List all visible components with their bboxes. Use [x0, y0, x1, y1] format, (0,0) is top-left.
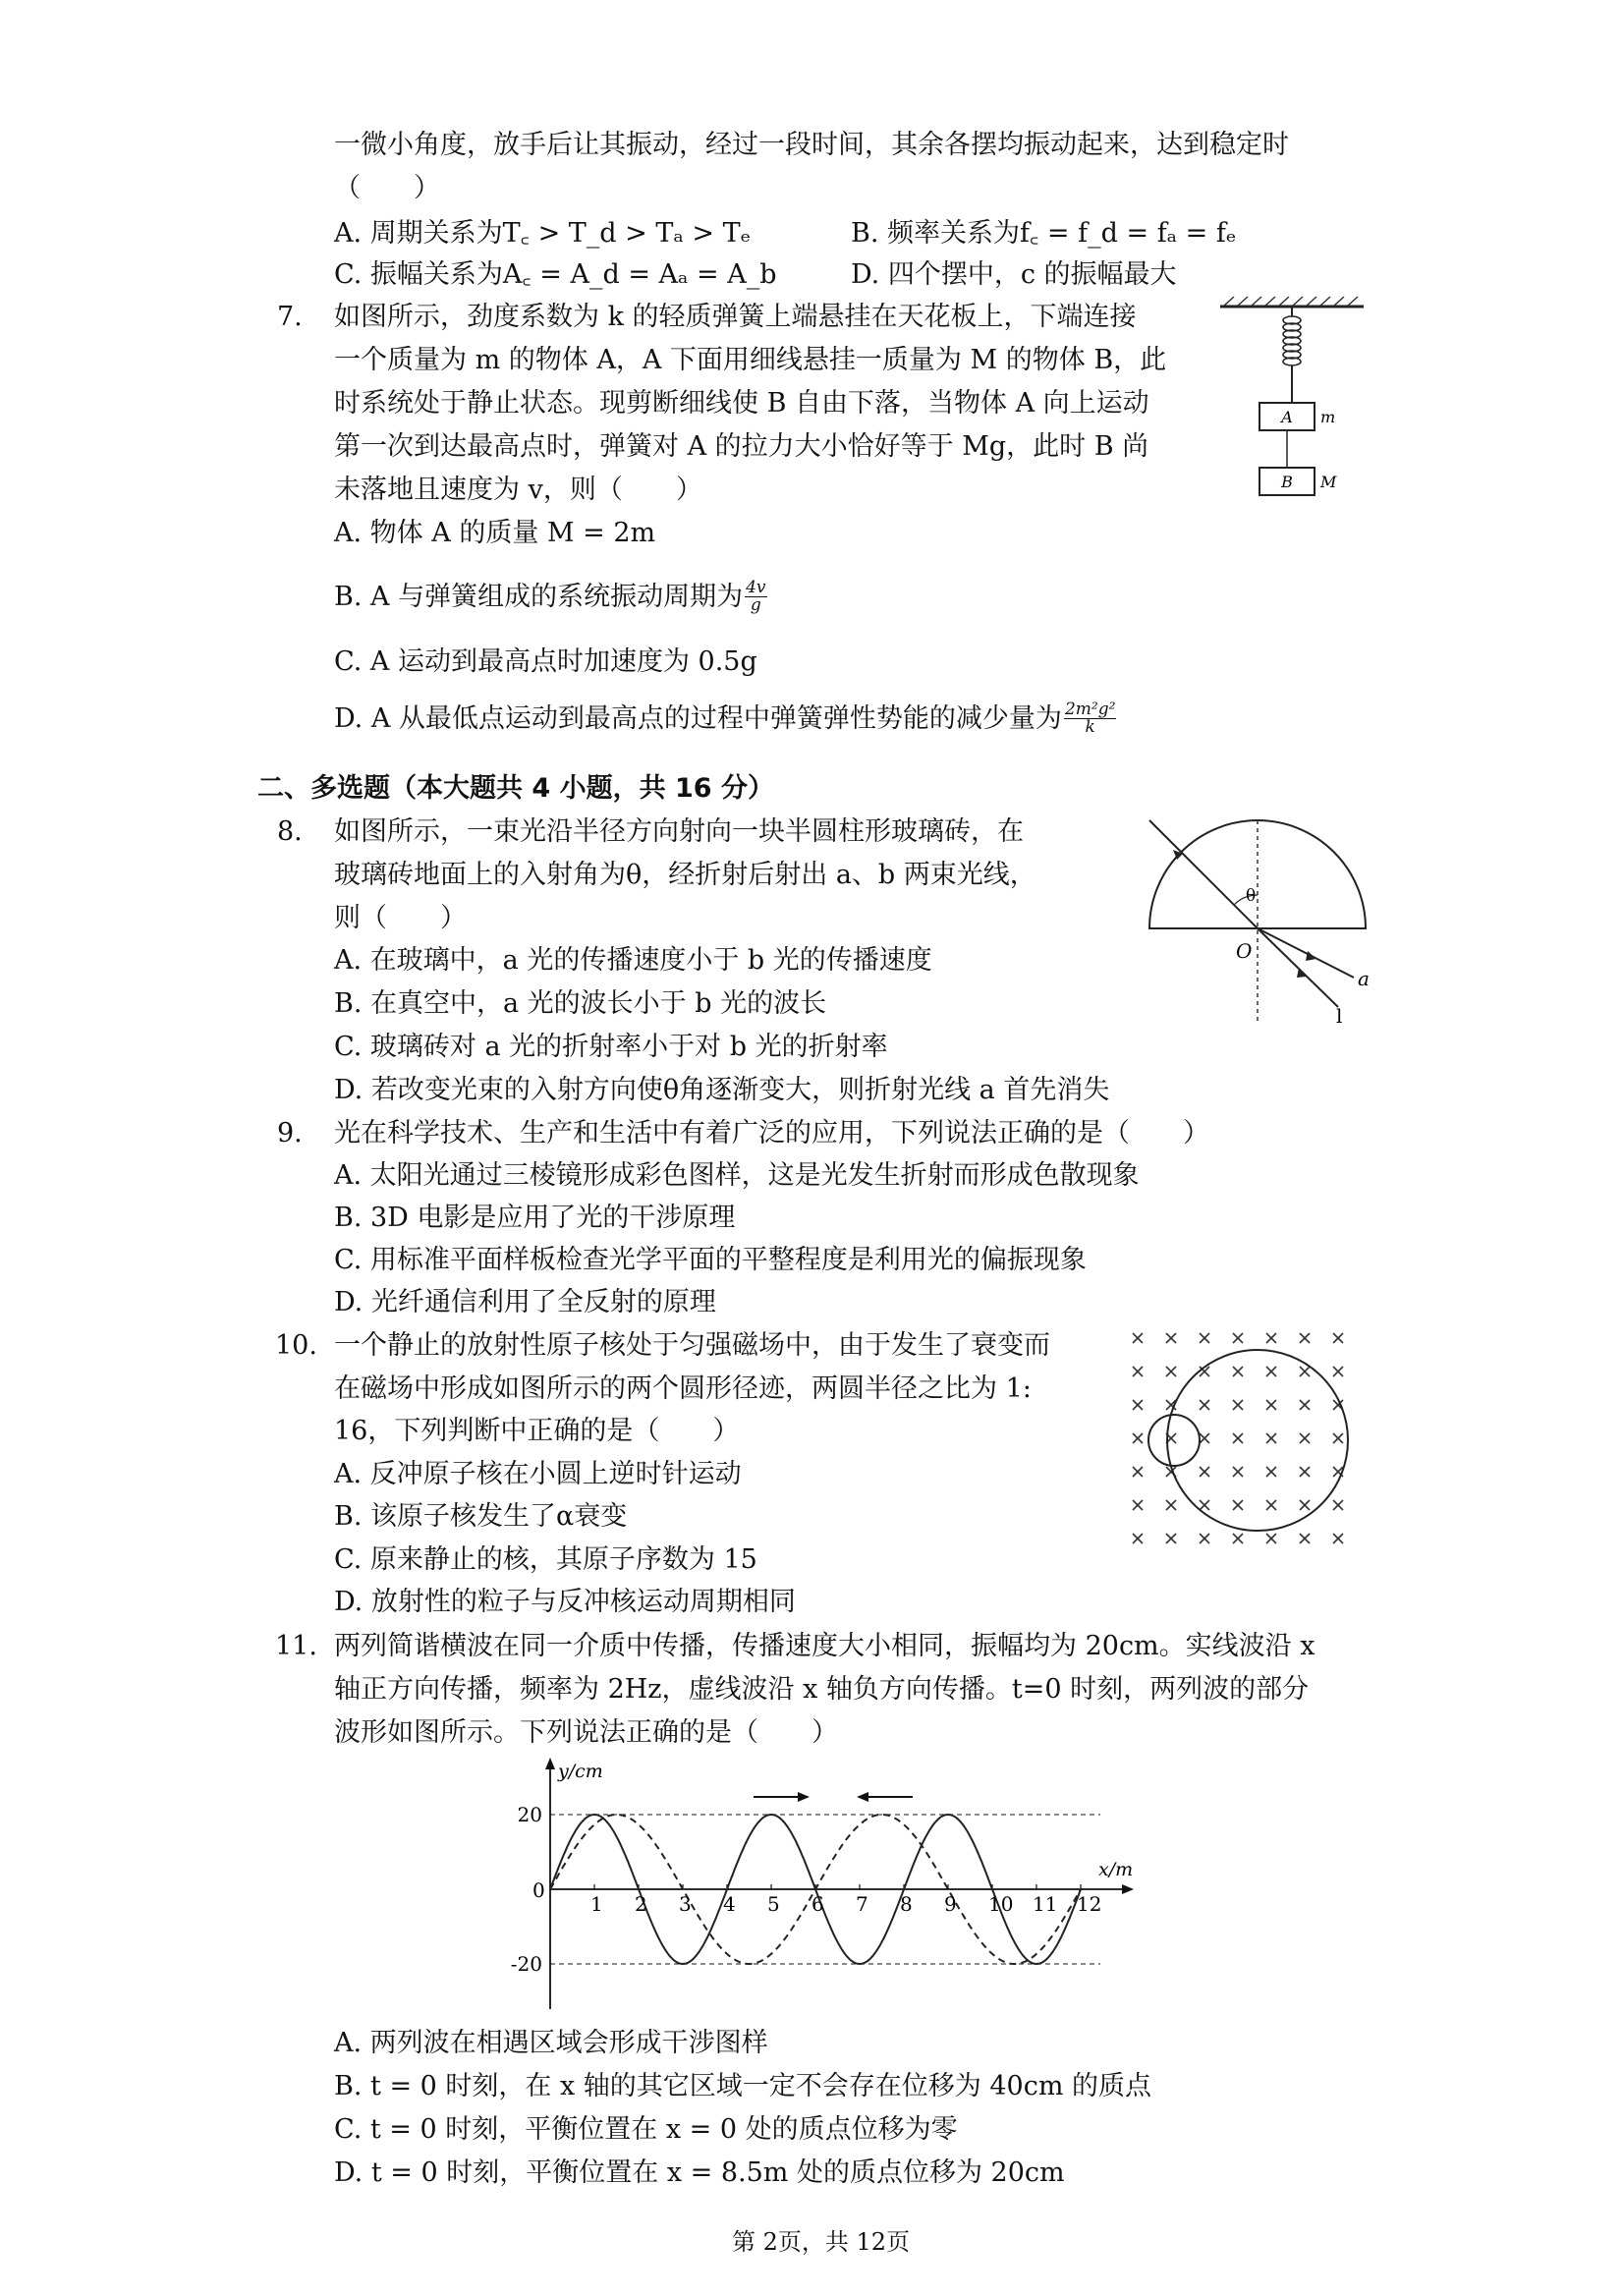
- q7-option-d: [334, 701, 1116, 736]
- field-cross-mark: [1133, 1467, 1143, 1477]
- q6-option-d: D. 四个摆中，c 的振幅最大: [851, 259, 1177, 290]
- q6-option-b: B. 频率关系为f꜀ = f_d = fₐ = fₑ: [851, 218, 1237, 249]
- q9-stem: 光在科学技术、生产和生活中有着广泛的应用，下列说法正确的是（ ）: [334, 1118, 1209, 1148]
- field-cross-mark: [1200, 1400, 1209, 1410]
- field-cross-mark: [1200, 1333, 1209, 1343]
- q7-option-b: [334, 580, 767, 614]
- y-axis-label: y/cm: [558, 1761, 603, 1782]
- block-b-label: B: [1281, 473, 1293, 491]
- field-cross-mark: [1166, 1534, 1176, 1543]
- q10-field-figure: [1120, 1326, 1366, 1552]
- field-cross-mark: [1266, 1433, 1276, 1443]
- field-cross-mark: [1300, 1534, 1310, 1543]
- x-tick-label: 9: [944, 1892, 957, 1916]
- field-cross-mark: [1300, 1400, 1310, 1410]
- q10-line-1: 一个静止的放射性原子核处于匀强磁场中，由于发生了衰变而: [334, 1330, 1050, 1361]
- field-cross-mark: [1333, 1333, 1343, 1343]
- q10-line-2: 在磁场中形成如图所示的两个圆形径迹，两圆半径之比为 1:: [334, 1373, 1032, 1404]
- q7-number: 7.: [277, 302, 303, 332]
- field-cross-mark: [1333, 1500, 1343, 1510]
- field-cross-mark: [1200, 1433, 1209, 1443]
- q7-option-a: A. 物体 A 的质量 M = 2m: [334, 518, 656, 548]
- field-cross-mark: [1200, 1467, 1209, 1477]
- left-arrow-head: [857, 1792, 868, 1802]
- q8-line-3: 则（ ）: [334, 903, 467, 933]
- q6-paren: （ ）: [334, 173, 440, 203]
- field-cross-mark: [1266, 1500, 1276, 1510]
- y-axis-arrow: [545, 1758, 555, 1769]
- q9-number: 9.: [277, 1118, 303, 1148]
- field-cross-mark: [1233, 1400, 1243, 1410]
- field-cross-mark: [1133, 1433, 1143, 1443]
- field-cross-mark: [1333, 1367, 1343, 1376]
- ray-a-label: a: [1358, 967, 1370, 990]
- q6-option-a: A. 周期关系为T꜀ > T_d > Tₐ > Tₑ: [334, 218, 752, 249]
- q7-option-d-fraction: [1064, 701, 1116, 736]
- q10-option-c: C. 原来静止的核，其原子序数为 15: [334, 1544, 757, 1575]
- page-footer: 第 2页，共 12页: [732, 2228, 911, 2256]
- q11-number: 11.: [275, 1631, 317, 1661]
- q10-option-a: A. 反冲原子核在小圆上逆时针运动: [334, 1459, 742, 1489]
- q9-option-a: A. 太阳光通过三棱镜形成彩色图样，这是光发生折射而形成色散现象: [334, 1160, 1140, 1191]
- large-track-circle: [1167, 1350, 1348, 1531]
- q7-option-b-numerator: 4v: [746, 578, 766, 597]
- field-cross-mark: [1133, 1333, 1143, 1343]
- q7-line-5: 未落地且速度为 v，则（ ）: [334, 475, 702, 505]
- field-cross-mark: [1300, 1367, 1310, 1376]
- q7-spring-figure: [1218, 295, 1366, 511]
- y-tick-label: -20: [511, 1952, 542, 1976]
- q8-option-d: D. 若改变光束的入射方向使θ角逐渐变大，则折射光线 a 首先消失: [334, 1075, 1110, 1105]
- q10-number: 10.: [275, 1330, 317, 1361]
- q7-option-b-denominator: g: [750, 595, 761, 615]
- x-tick-label: 10: [988, 1892, 1014, 1916]
- field-cross-mark: [1266, 1400, 1276, 1410]
- field-cross-mark: [1300, 1433, 1310, 1443]
- q11-option-b: B. t = 0 时刻，在 x 轴的其它区域一定不会存在位移为 40cm 的质点: [334, 2071, 1152, 2101]
- q8-number: 8.: [277, 816, 303, 847]
- x-tick-label: 1: [590, 1892, 603, 1916]
- origin-label: 0: [532, 1878, 545, 1902]
- q6-stem-tail: 一微小角度，放手后让其振动，经过一段时间，其余各摆均振动起来，达到稳定时: [334, 130, 1289, 160]
- q8-line-1: 如图所示，一束光沿半径方向射向一块半圆柱形玻璃砖，在: [334, 816, 1024, 847]
- field-cross-mark: [1166, 1500, 1176, 1510]
- block-b-mass-label: M: [1320, 473, 1337, 491]
- field-cross-mark: [1266, 1534, 1276, 1543]
- origin-o-label: O: [1236, 939, 1253, 963]
- x-tick-label: 8: [900, 1892, 913, 1916]
- q11-line-3: 波形如图所示。下列说法正确的是（ ）: [334, 1717, 838, 1748]
- q11-option-c: C. t = 0 时刻，平衡位置在 x = 0 处的质点位移为零: [334, 2114, 958, 2145]
- q8-option-b: B. 在真空中，a 光的波长小于 b 光的波长: [334, 988, 827, 1019]
- q11-option-a: A. 两列波在相遇区域会形成干涉图样: [334, 2028, 768, 2058]
- q7-option-d-text: D. A 从最低点运动到最高点的过程中弹簧弹性势能的减少量为: [334, 703, 1062, 734]
- q8-option-c: C. 玻璃砖对 a 光的折射率小于对 b 光的折射率: [334, 1032, 888, 1062]
- q9-option-c: C. 用标准平面样板检查光学平面的平整程度是利用光的偏振现象: [334, 1245, 1087, 1275]
- q7-option-d-numerator: 2m²g²: [1064, 700, 1116, 719]
- q7-option-d-denominator: k: [1085, 717, 1095, 737]
- x-tick-label: 6: [812, 1892, 824, 1916]
- q9-option-d: D. 光纤通信利用了全反射的原理: [334, 1287, 716, 1317]
- ray-b-label: l: [1336, 1004, 1343, 1028]
- theta-label: θ: [1246, 886, 1257, 906]
- q11-option-d: D. t = 0 时刻，平衡位置在 x = 8.5m 处的质点位移为 20cm: [334, 2157, 1065, 2188]
- q10-line-3: 16，下列判断中正确的是（ ）: [334, 1416, 740, 1446]
- field-cross-mark: [1200, 1500, 1209, 1510]
- x-axis-label: x/m: [1098, 1859, 1134, 1880]
- field-cross-mark: [1133, 1400, 1143, 1410]
- x-tick-label: 7: [856, 1892, 868, 1916]
- q8-option-a: A. 在玻璃中，a 光的传播速度小于 b 光的传播速度: [334, 945, 932, 976]
- field-cross-mark: [1233, 1500, 1243, 1510]
- x-tick-label: 5: [767, 1892, 780, 1916]
- field-cross-mark: [1133, 1534, 1143, 1543]
- q8-line-2: 玻璃砖地面上的入射角为θ，经折射后射出 a、b 两束光线，: [334, 860, 1036, 890]
- right-arrow-head: [798, 1792, 810, 1802]
- field-cross-mark: [1233, 1467, 1243, 1477]
- x-tick-label: 3: [679, 1892, 692, 1916]
- q7-line-1: 如图所示，劲度系数为 k 的轻质弹簧上端悬挂在天花板上，下端连接: [334, 302, 1137, 332]
- field-cross-mark: [1133, 1500, 1143, 1510]
- x-tick-label: 2: [635, 1892, 647, 1916]
- field-cross-mark: [1166, 1367, 1176, 1376]
- field-cross-mark: [1166, 1333, 1176, 1343]
- q8-glass-figure: [1130, 811, 1375, 1032]
- q7-line-3: 时系统处于静止状态。现剪断细线使 B 自由下落，当物体 A 向上运动: [334, 388, 1149, 419]
- q7-option-c: C. A 运动到最高点时加速度为 0.5g: [334, 646, 757, 677]
- field-cross-mark: [1266, 1333, 1276, 1343]
- q11-line-1: 两列简谐横波在同一介质中传播，传播速度大小相同，振幅均为 20cm。实线波沿 x: [334, 1631, 1315, 1661]
- q11-line-2: 轴正方向传播，频率为 2Hz，虚线波沿 x 轴负方向传播。t=0 时刻，两列波的部分: [334, 1674, 1310, 1705]
- block-a-label: A: [1281, 408, 1293, 426]
- wave-chart: [511, 1754, 1149, 2019]
- q10-option-d: D. 放射性的粒子与反冲核运动周期相同: [334, 1587, 796, 1617]
- q7-line-2: 一个质量为 m 的物体 A，A 下面用细线悬挂一质量为 M 的物体 B，此: [334, 345, 1167, 375]
- field-cross-mark: [1133, 1367, 1143, 1376]
- field-cross-mark: [1233, 1534, 1243, 1543]
- field-cross-mark: [1333, 1534, 1343, 1543]
- field-cross-mark: [1233, 1333, 1243, 1343]
- field-cross-mark: [1200, 1534, 1209, 1543]
- field-cross-mark: [1266, 1367, 1276, 1376]
- field-cross-mark: [1233, 1433, 1243, 1443]
- field-cross-mark: [1300, 1467, 1310, 1477]
- y-tick-label: 20: [517, 1803, 542, 1826]
- section-2-title: 二、多选题（本大题共 4 小题，共 16 分）: [257, 773, 774, 804]
- q10-option-b: B. 该原子核发生了α衰变: [334, 1501, 628, 1532]
- x-tick-label: 4: [723, 1892, 736, 1916]
- field-cross-mark: [1233, 1367, 1243, 1376]
- q7-line-4: 第一次到达最高点时，弹簧对 A 的拉力大小恰好等于 Mg，此时 B 尚: [334, 431, 1149, 462]
- x-tick-label: 11: [1033, 1892, 1058, 1916]
- q7-option-b-fraction: [745, 580, 766, 614]
- x-tick-label: 12: [1077, 1892, 1102, 1916]
- field-cross-mark: [1300, 1500, 1310, 1510]
- q7-option-b-text: B. A 与弹簧组成的系统振动周期为: [334, 582, 744, 612]
- q6-option-c: C. 振幅关系为A꜀ = A_d = Aₐ = A_b: [334, 259, 777, 290]
- x-axis-arrow: [1122, 1884, 1134, 1894]
- field-cross-mark: [1266, 1467, 1276, 1477]
- field-cross-mark: [1300, 1333, 1310, 1343]
- q9-option-b: B. 3D 电影是应用了光的干涉原理: [334, 1203, 736, 1233]
- field-cross-mark: [1333, 1433, 1343, 1443]
- block-a-mass-label: m: [1320, 408, 1336, 426]
